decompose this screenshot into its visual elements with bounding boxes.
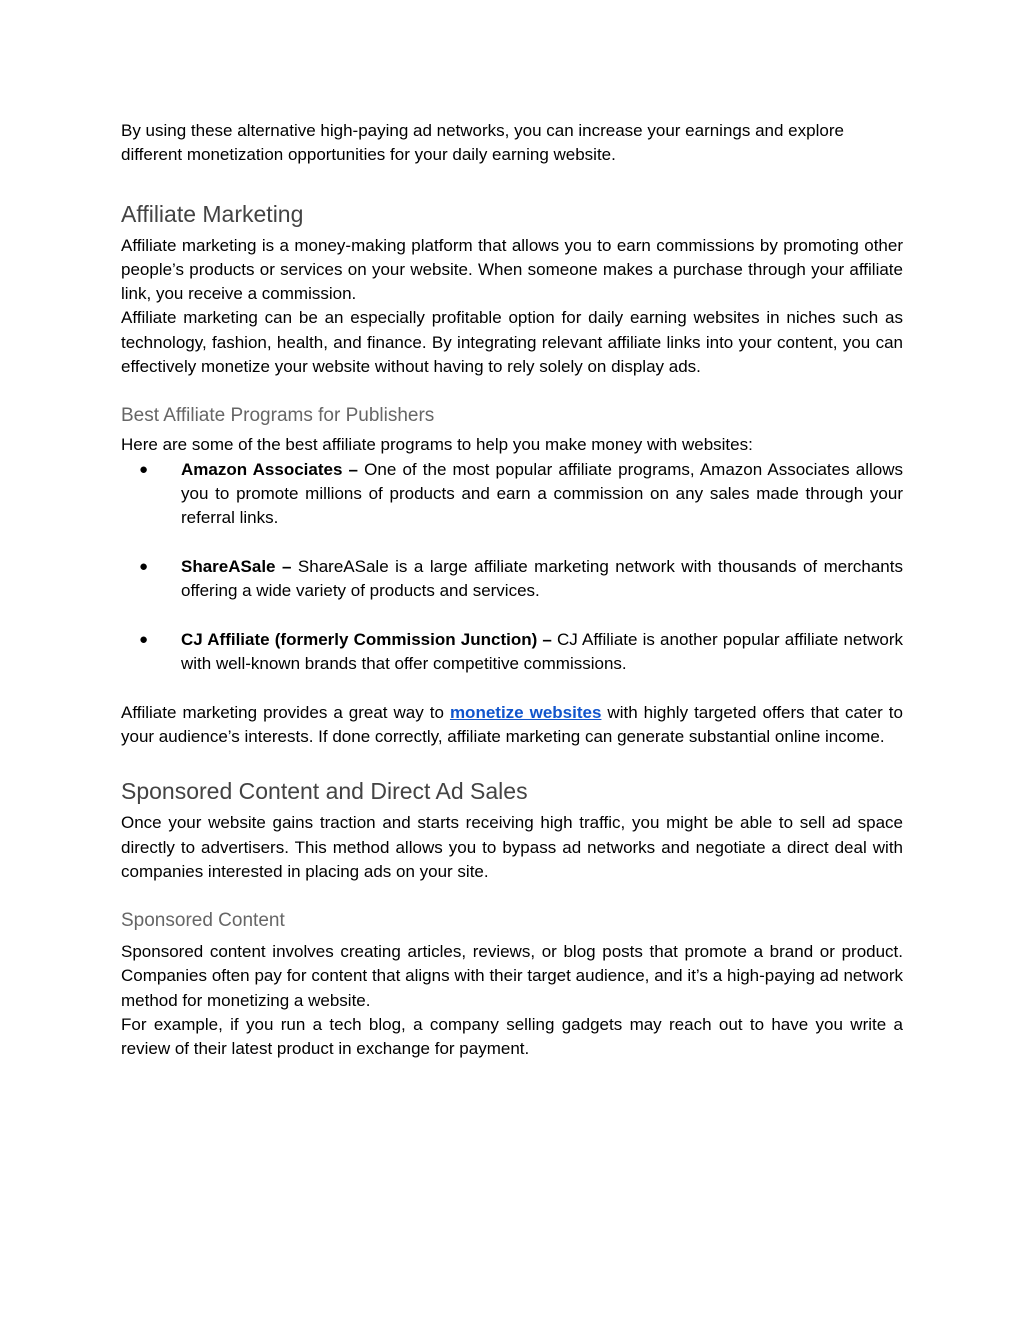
list-item-shareasale: [121, 555, 903, 604]
sponsored-content-paragraph-2: For example, if you run a tech blog, a company selling gadgets may reach out to have you write a review of their latest product in exchange for payment.: [121, 1015, 903, 1059]
affiliate-closing-paragraph: [121, 701, 903, 750]
monetize-websites-link[interactable]: monetize websites: [449, 702, 602, 722]
document-content: [121, 119, 903, 1062]
program-name: ShareASale –: [181, 556, 292, 576]
sponsored-content-paragraph-1: Sponsored content involves creating articles, reviews, or blog posts that promote a brand or product. Companies often pay for content that aligns with their target audience, and it’s a high-paying ad network method for monetizing a website.: [121, 942, 903, 1010]
intro-paragraph: By using these alternative high-paying ad networks, you can increase your earnings and explore different monetization opportunities for your daily earning website.: [121, 121, 844, 165]
affiliate-marketing-heading: Affiliate Marketing: [121, 200, 304, 227]
sponsored-content-heading: Sponsored Content: [121, 910, 285, 932]
program-name: CJ Affiliate (formerly Commission Junction) –: [181, 629, 552, 649]
affiliate-paragraph-2: Affiliate marketing can be an especially profitable option for daily earning websites in niches such as technology, fashion, health, and finance. By integrating relevant affiliate links into your content, you can effectively monetize your website without having to rely solely on display ads.: [121, 308, 903, 377]
affiliate-programs-lead: Here are some of the best affiliate programs to help you make money with websites:: [121, 435, 753, 455]
affiliate-paragraph-1: Affiliate marketing is a money-making platform that allows you to earn commissions by promoting other people’s products or services on your website. When someone makes a purchase through your affiliate link, you receive a commission.: [121, 235, 903, 304]
sponsored-paragraph-1: Once your website gains traction and starts receiving high traffic, you might be able to sell ad space directly to advertisers. This method allows you to bypass ad networks and negotiate a direct deal with companies interested in placing ads on your site.: [121, 813, 903, 881]
program-name: Amazon Associates –: [181, 459, 359, 479]
bullet-icon: ●: [139, 557, 149, 575]
program-description: ShareASale is a large affiliate marketing network with thousands of merchants offering a wide variety of products and services.: [181, 556, 903, 601]
list-item-amazon-associates: [121, 458, 903, 531]
affiliate-program-list: [121, 458, 903, 677]
affiliate-programs-heading: Best Affiliate Programs for Publishers: [121, 405, 435, 427]
sponsored-content-direct-ad-sales-heading: Sponsored Content and Direct Ad Sales: [121, 778, 528, 805]
closing-text-after: with highly targeted offers that cater to your audience’s interests. If done correctly, affiliate marketing can generate substantial online income.: [121, 702, 903, 746]
closing-text-before: Affiliate marketing provides a great way to: [121, 702, 450, 722]
program-description: CJ Affiliate is another popular affiliate network with well-known brands that offer competitive commissions.: [181, 629, 903, 674]
bullet-icon: ●: [139, 460, 149, 478]
program-description: One of the most popular affiliate programs, Amazon Associates allows you to promote millions of products and earn a commission on any sales made through your referral links.: [181, 459, 903, 528]
list-item-cj-affiliate: [121, 628, 903, 677]
bullet-icon: ●: [139, 630, 149, 648]
